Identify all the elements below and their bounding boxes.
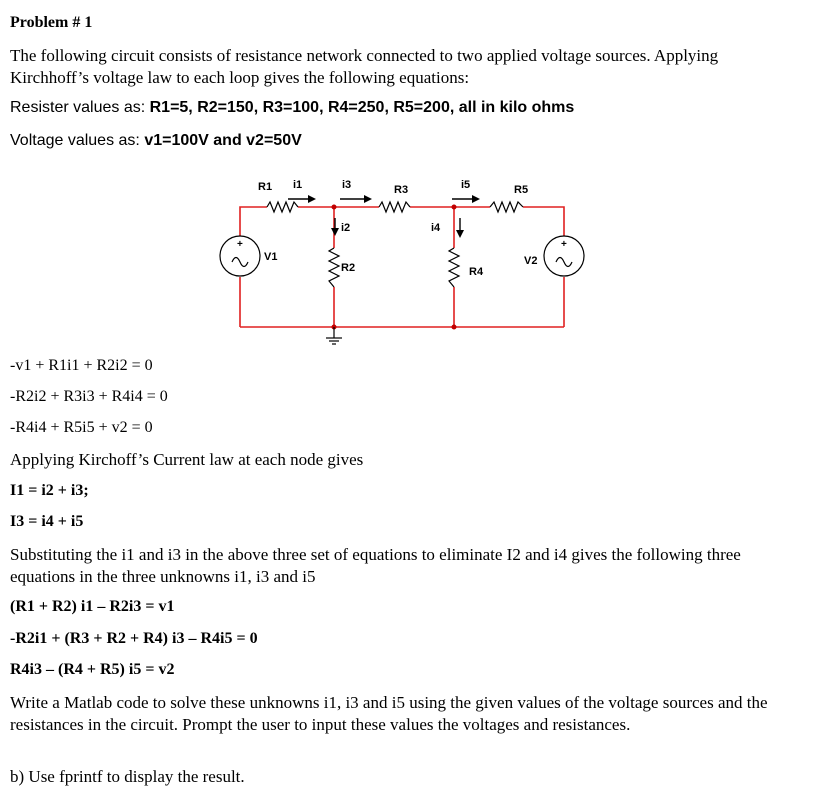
resistor-r3-icon xyxy=(379,202,410,212)
label-v2-plus: + xyxy=(561,239,567,250)
part-b-instruction: b) Use fprintf to display the result. xyxy=(10,767,245,786)
final-equation-3: R4i3 – (R4 + R5) i5 = v2 xyxy=(10,661,175,678)
kvl-equation-3: -R4i4 + R5i5 + v2 = 0 xyxy=(10,419,153,436)
node-dot xyxy=(332,205,337,210)
kcl-equation-1: I1 = i2 + i3; xyxy=(10,482,89,499)
label-r4: R4 xyxy=(469,266,484,278)
arrowhead-i1-icon xyxy=(308,195,316,203)
task-paragraph: Write a Matlab code to solve these unknowns i1, i3 and i5 using the given values of the voltage sources and the resistances in the circuit. Prompt the user to input these values the voltages and resistances. xyxy=(10,693,768,734)
label-i2: i2 xyxy=(341,222,351,234)
final-equation-1: (R1 + R2) i1 – R2i3 = v1 xyxy=(10,598,175,615)
problem-title: Problem # 1 xyxy=(10,14,93,31)
kvl-equation-1: -v1 + R1i1 + R2i2 = 0 xyxy=(10,357,153,374)
label-i5: i5 xyxy=(461,179,471,191)
label-i4: i4 xyxy=(431,222,441,234)
label-v1: V1 xyxy=(264,251,278,263)
voltage-values: v1=100V and v2=50V xyxy=(144,132,302,149)
label-i3: i3 xyxy=(342,179,352,191)
resistor-r1-icon xyxy=(267,202,298,212)
label-r2: R2 xyxy=(341,262,356,274)
resistor-r5-icon xyxy=(490,202,523,212)
substitution-paragraph: Substituting the i1 and i3 in the above three set of equations to eliminate I2 and i4 gives the following three equations in the three unknowns i1, i3 and i5 xyxy=(10,545,741,586)
label-v2: V2 xyxy=(524,255,538,267)
arrowhead-i3-icon xyxy=(364,195,372,203)
resistor-r2-icon xyxy=(329,248,339,287)
kcl-equation-2: I3 = i4 + i5 xyxy=(10,513,84,530)
kcl-intro: Applying Kirchoff’s Current law at each node gives xyxy=(10,450,364,469)
ground-icon xyxy=(326,327,342,344)
intro-paragraph: The following circuit consists of resistance network connected to two applied voltage sources. Applying Kirchhoff’s voltage law to each loop gives the following equations: xyxy=(10,46,719,87)
voltage-values-label: Voltage values as: xyxy=(10,132,145,149)
circuit-wires xyxy=(240,207,564,327)
resistor-r4-icon xyxy=(449,248,459,287)
arrowhead-i5-icon xyxy=(472,195,480,203)
arrowhead-i2-icon xyxy=(331,228,339,236)
label-r5: R5 xyxy=(514,184,529,196)
arrowhead-i4-icon xyxy=(456,230,464,238)
wire-top-left xyxy=(240,207,267,236)
wire-top-right xyxy=(523,207,564,236)
label-r3: R3 xyxy=(394,184,409,196)
node-dot xyxy=(452,205,457,210)
kvl-equation-2: -R2i2 + R3i3 + R4i4 = 0 xyxy=(10,388,168,405)
resistor-values: R1=5, R2=150, R3=100, R4=250, R5=200, all in kilo ohms xyxy=(149,99,575,116)
resistor-values-label: Resister values as: xyxy=(10,99,150,116)
label-v1-plus: + xyxy=(237,239,243,250)
final-equation-2: -R2i1 + (R3 + R2 + R4) i3 – R4i5 = 0 xyxy=(10,630,258,647)
node-dot xyxy=(452,325,457,330)
label-r1: R1 xyxy=(258,181,273,193)
label-i1: i1 xyxy=(293,179,303,191)
